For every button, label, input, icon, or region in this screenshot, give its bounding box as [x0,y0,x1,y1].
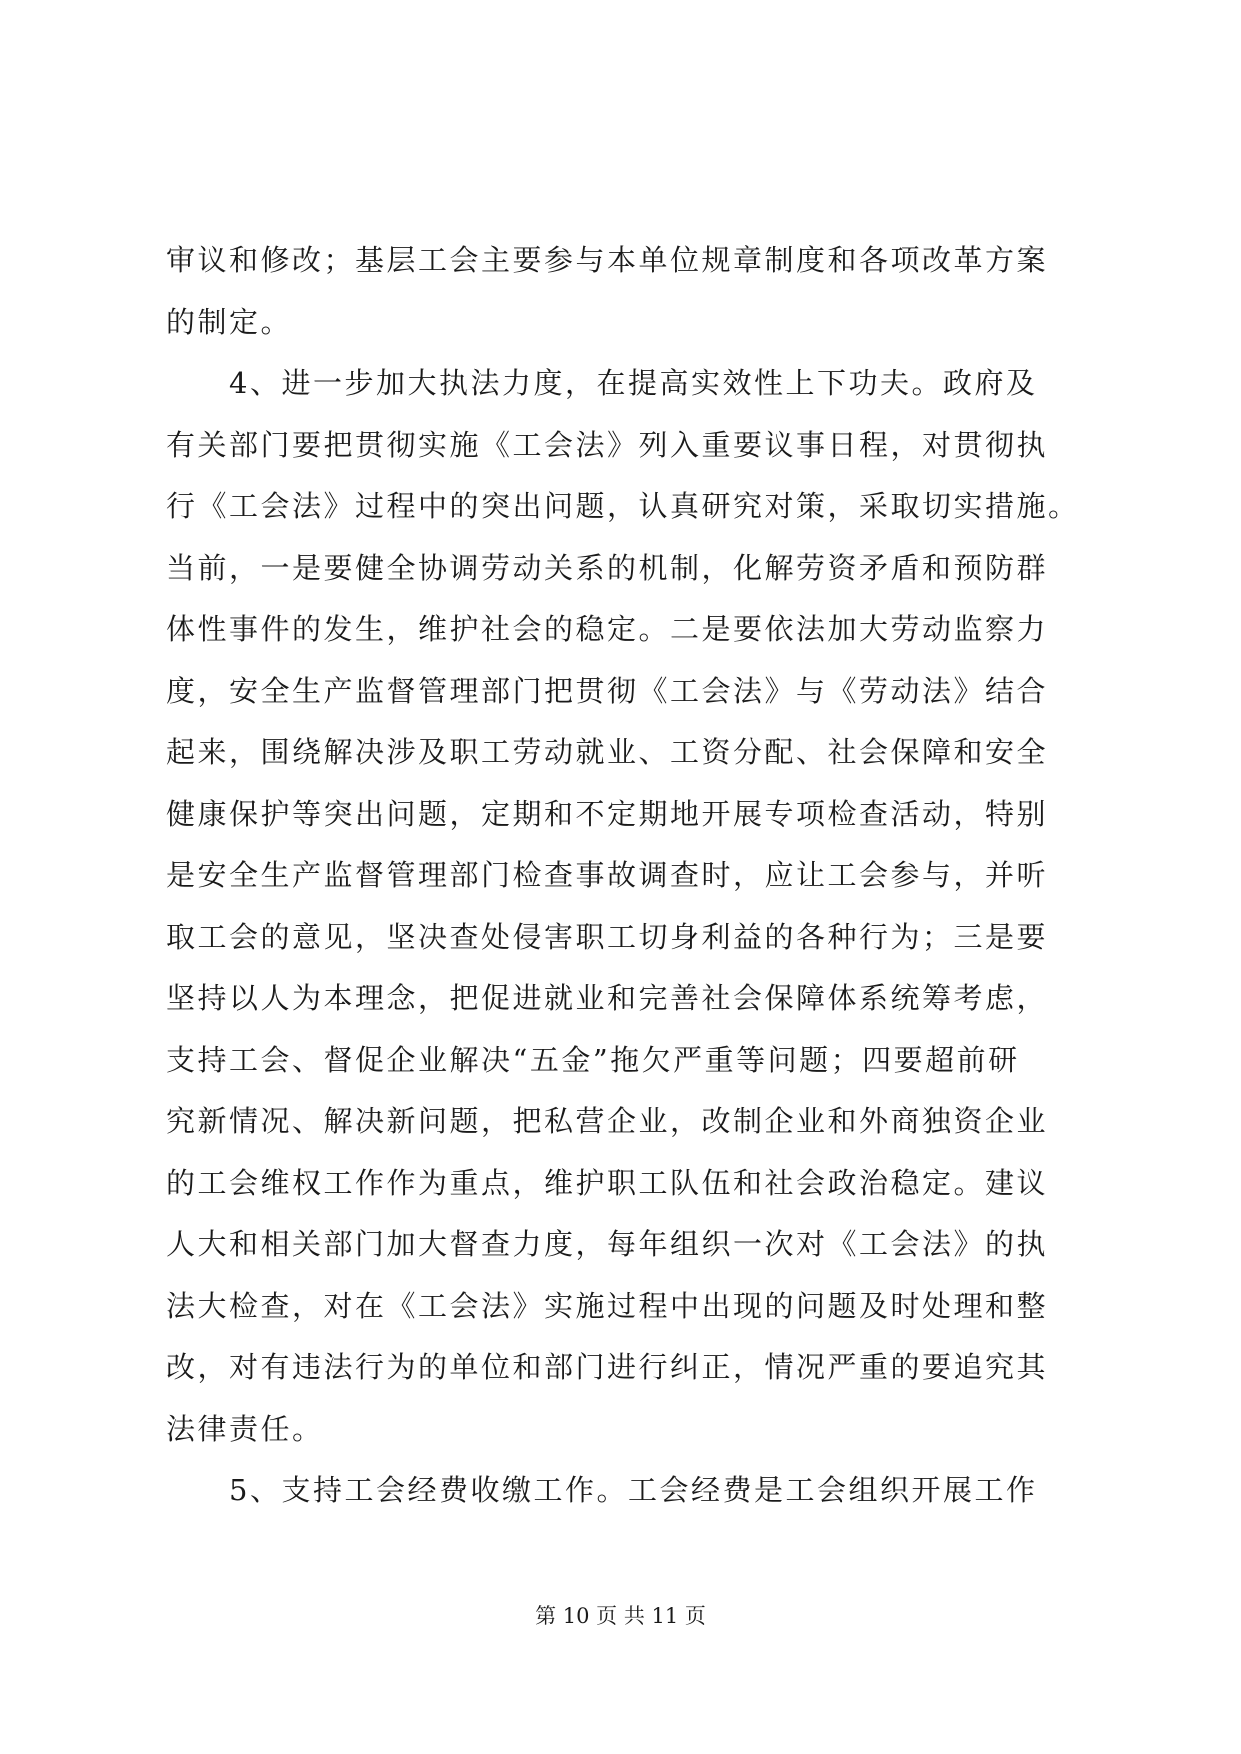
text-line: 当前，一是要健全协调劳动关系的机制，化解劳资矛盾和预防群 [166,550,1049,585]
text-line: 起来，围绕解决涉及职工劳动就业、工资分配、社会保障和安全 [166,735,1049,769]
text-line: 人大和相关部门加大督查力度，每年组织一次对《工会法》的执 [166,1227,1049,1261]
page-footer [0,1601,1241,1631]
text-line: 体性事件的发生，维护社会的稳定。二是要依法加大劳动监察力 [166,612,1049,646]
text-line: 行《工会法》过程中的突出问题，认真研究对策，采取切实措施。 [166,489,1080,523]
text-line: 度，安全生产监督管理部门把贯彻《工会法》与《劳动法》结合 [166,673,1049,708]
text-line: 的制定。 [166,304,293,339]
text-line: 取工会的意见，坚决查处侵害职工切身利益的各种行为；三是要 [166,919,1049,954]
text-line: 法律责任。 [166,1411,324,1446]
text-line: 有关部门要把贯彻实施《工会法》列入重要议事日程，对贯彻执 [166,427,1049,462]
text-line: 改，对有违法行为的单位和部门进行纠正，情况严重的要追究其 [166,1350,1049,1384]
text-line: 坚持以人为本理念，把促进就业和完善社会保障体系统筹考虑， [166,981,1049,1015]
text-line: 审议和修改；基层工会主要参与本单位规章制度和各项改革方案 [166,243,1049,277]
text-line: 支持工会、督促企业解决“五金”拖欠严重等问题；四要超前研 [166,1042,1020,1077]
text-line: 健康保护等突出问题，定期和不定期地开展专项检查活动，特别 [166,796,1049,831]
text-line: 4、进一步加大执法力度，在提高实效性上下功夫。政府及 [166,366,1038,400]
text-line: 是安全生产监督管理部门检查事故调查时，应让工会参与，并听 [166,858,1049,892]
text-line: 5、支持工会经费收缴工作。工会经费是工会组织开展工作 [166,1473,1038,1507]
body-text [166,230,1086,1522]
text-line: 的工会维权工作作为重点，维护职工队伍和社会政治稳定。建议 [166,1165,1049,1200]
text-line: 究新情况、解决新问题，把私营企业，改制企业和外商独资企业 [166,1104,1049,1138]
text-line: 法大检查，对在《工会法》实施过程中出现的问题及时处理和整 [166,1288,1049,1323]
page-number: 第 10 页 共 11 页 [535,1604,706,1628]
